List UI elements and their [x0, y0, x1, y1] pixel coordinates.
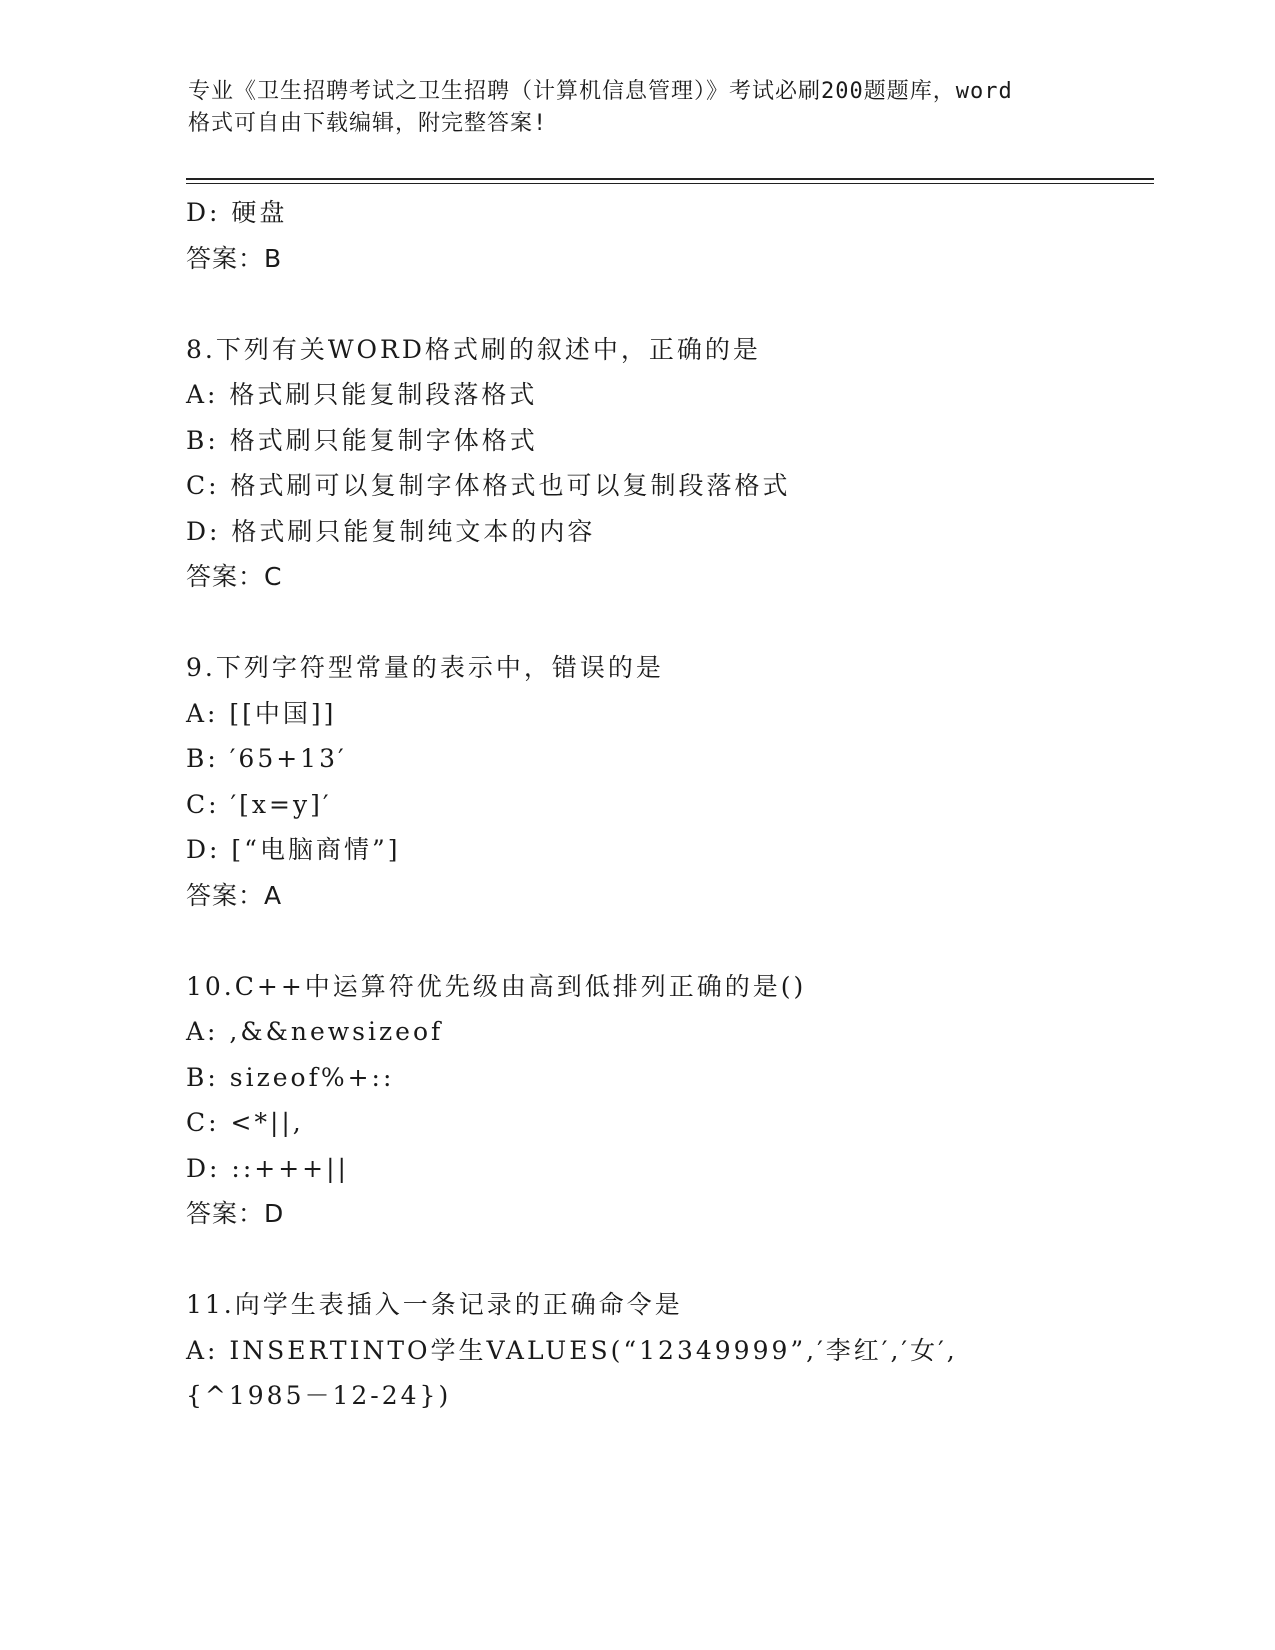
option-line-continued: {^1985－12-24}) [186, 1381, 452, 1410]
option-line: A: [[中国]] [186, 698, 337, 728]
spacer [186, 918, 1154, 964]
answer-line: 答案：D [186, 1199, 285, 1228]
option-line: A: ,&&newsizeof [186, 1017, 444, 1046]
option-line: B: 格式刷只能复制字体格式 [186, 425, 538, 455]
question-stem: 9.下列字符型常量的表示中，错误的是 [186, 653, 664, 682]
option-line: C: ′[x=y]′ [186, 789, 332, 819]
question-list [186, 190, 1154, 1419]
spacer [186, 1237, 1154, 1283]
option-line: A: 格式刷只能复制段落格式 [186, 380, 538, 409]
option-line: B: ′65+13′ [186, 744, 347, 773]
header-title-line-1: 专业《卫生招聘考试之卫生招聘（计算机信息管理）》考试必刷200题题库，word [188, 79, 1013, 104]
answer-line: 答案：B [186, 243, 283, 273]
header-rule-thick [186, 178, 1154, 180]
answer-line: 答案：A [186, 880, 283, 910]
header-rule-thin [186, 183, 1154, 184]
question-stem: 8.下列有关WORD格式刷的叙述中，正确的是 [186, 334, 761, 364]
option-line: D: 硬盘 [186, 198, 288, 227]
answer-line: 答案：C [186, 562, 283, 591]
option-line: D: ::+++|| [186, 1153, 349, 1183]
option-line: A: INSERTINTO学生VALUES(“12349999”,′李红′,′女′, [186, 1335, 958, 1365]
header-title-line-2: 格式可自由下载编辑，附完整答案! [188, 111, 548, 136]
document-header [188, 76, 1088, 140]
question-stem: 10.C++中运算符优先级由高到低排列正确的是() [186, 971, 807, 1001]
option-line: D: [“电脑商情”] [186, 835, 401, 864]
option-line: C: <*||, [186, 1108, 304, 1137]
option-line: D: 格式刷只能复制纯文本的内容 [186, 516, 596, 546]
question-stem: 11.向学生表插入一条记录的正确命令是 [186, 1290, 683, 1319]
spacer [186, 600, 1154, 646]
option-line: C: 格式刷可以复制字体格式也可以复制段落格式 [186, 471, 791, 500]
option-line: B: sizeof%+:: [186, 1062, 395, 1092]
spacer [186, 281, 1154, 327]
